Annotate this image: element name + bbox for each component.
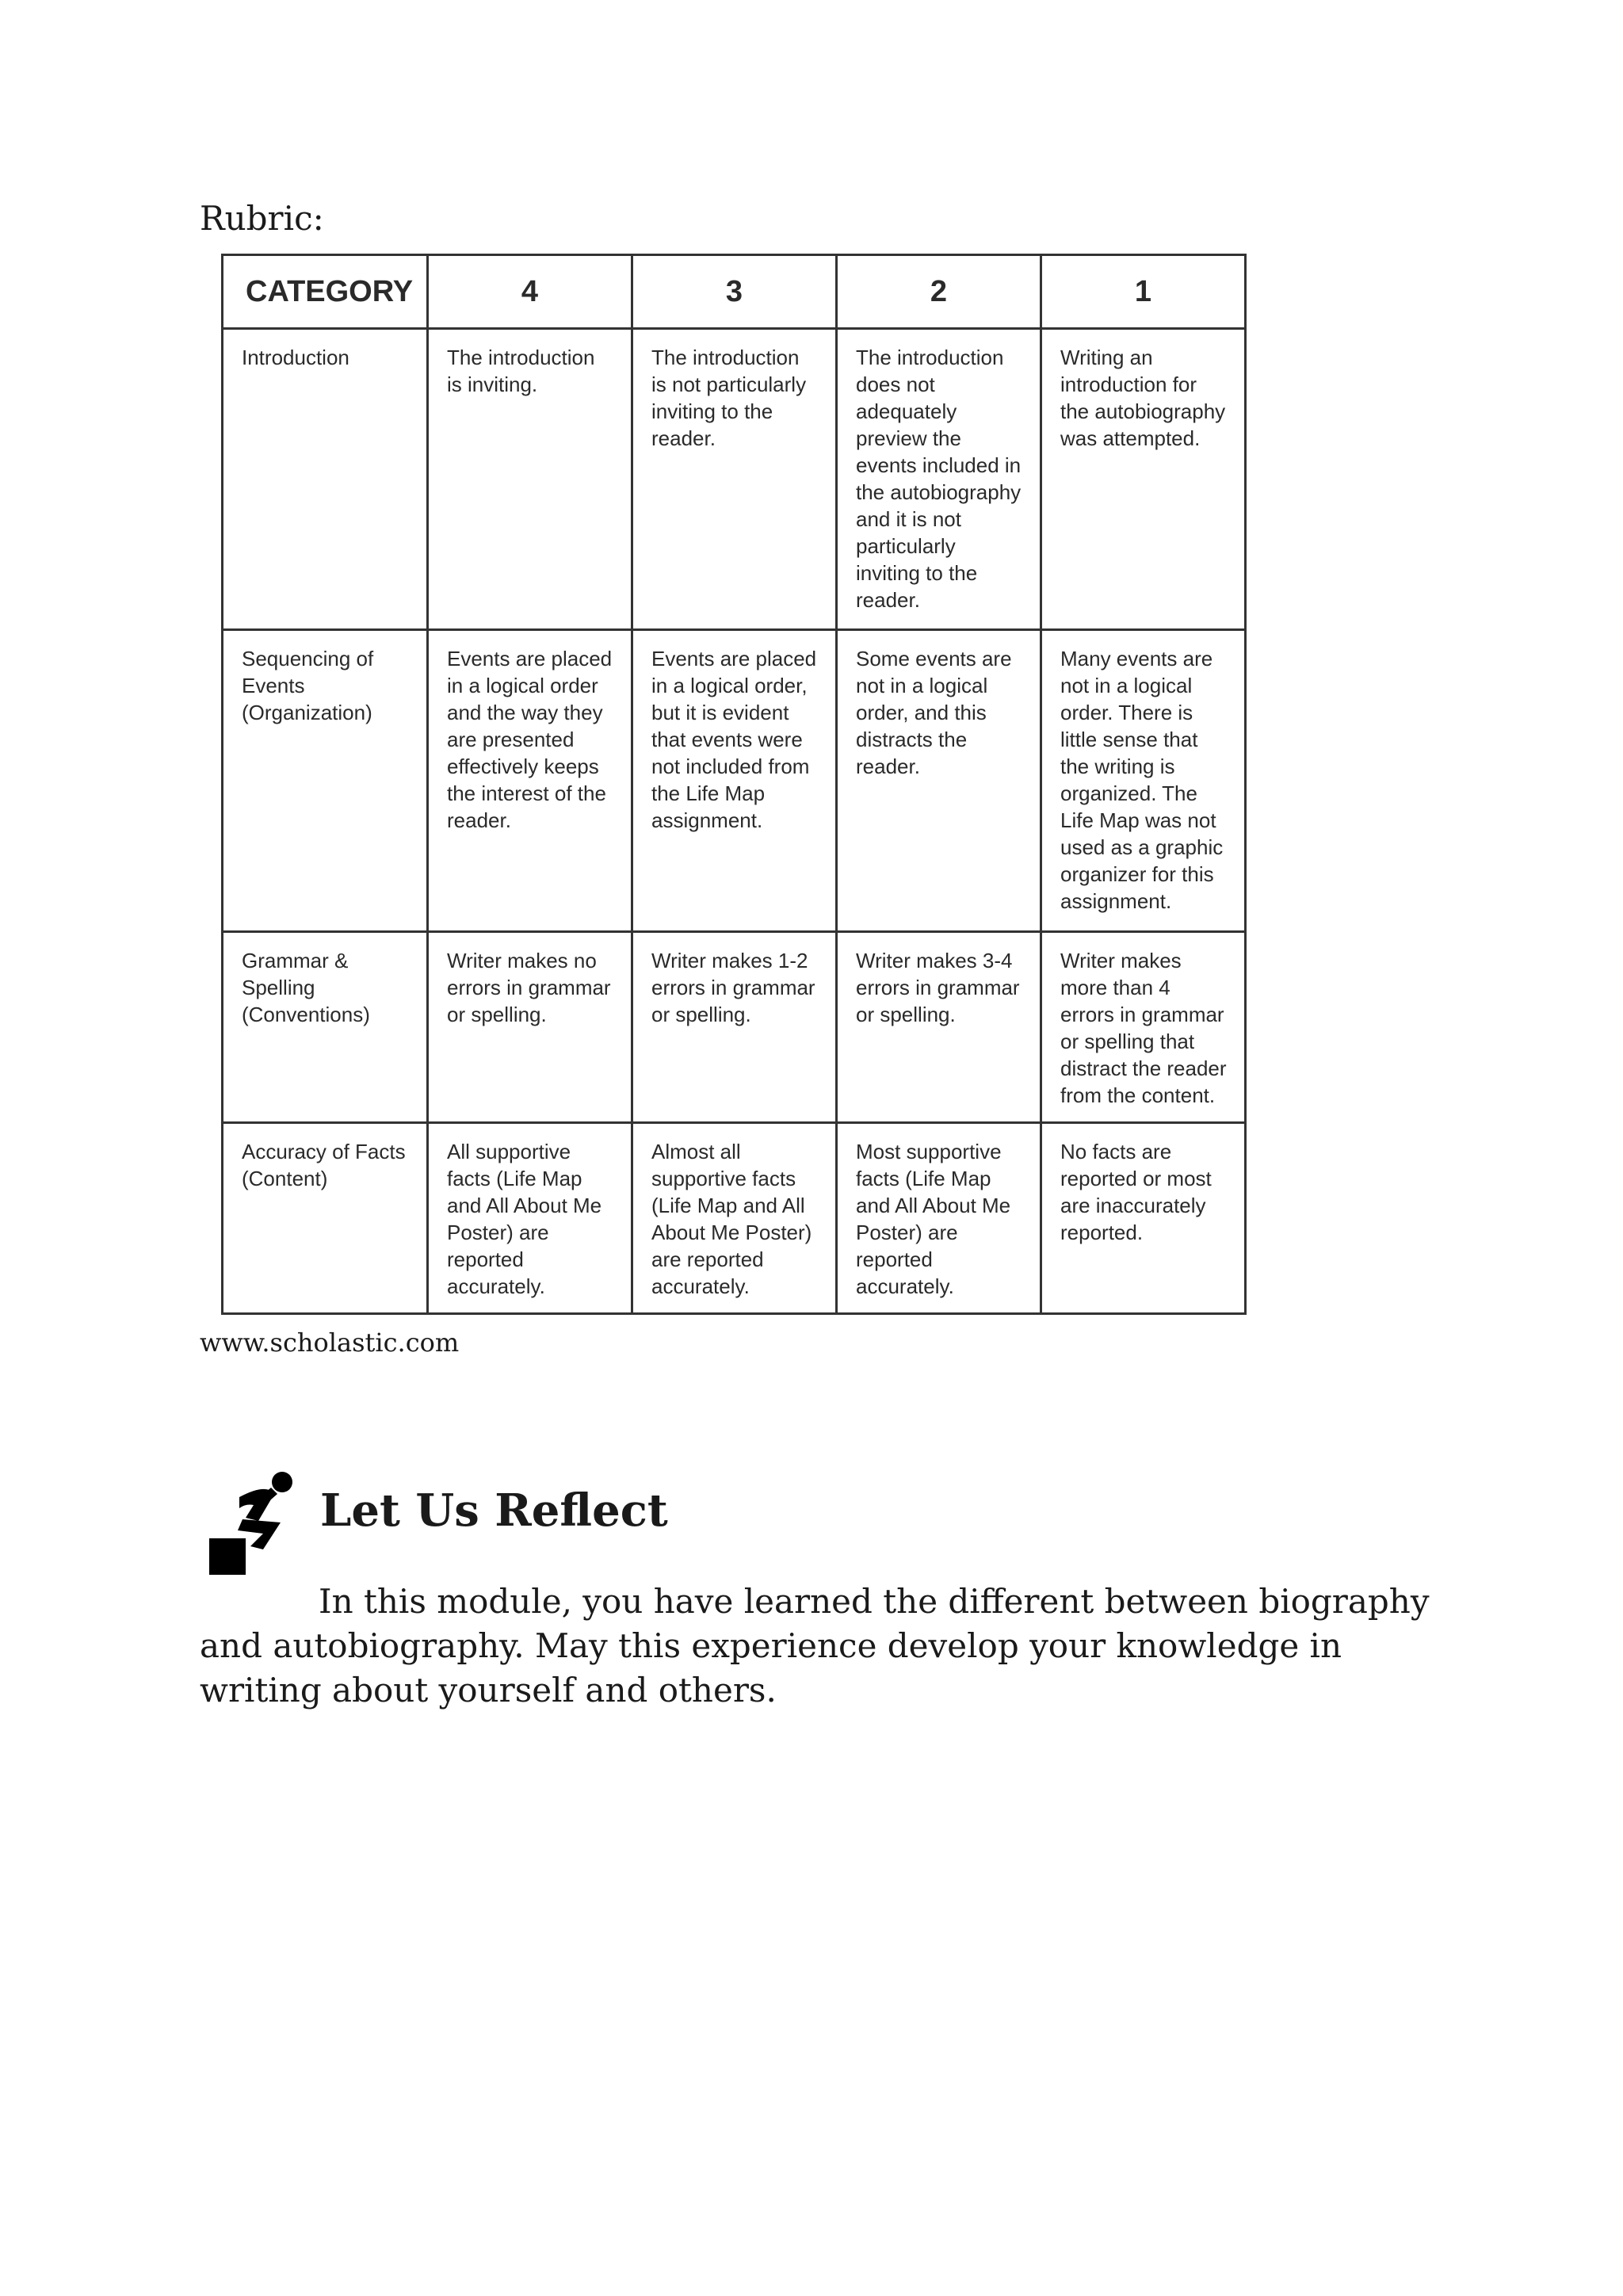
score-2-cell: Writer makes 3-4 errors in grammar or spelling. — [837, 931, 1041, 1122]
thinking-person-icon — [208, 1470, 296, 1578]
reflect-paragraph-text: In this module, you have learned the different between biography and autobiography. May this experience develop your knowledge in writing about yourself and others. — [200, 1582, 1430, 1710]
header-score-1: 1 — [1041, 255, 1246, 329]
score-2-cell: The introduction does not adequately preview the events included in the autobiography and it is not particularly inviting to the reader. — [837, 329, 1041, 630]
header-score-2: 2 — [837, 255, 1041, 329]
rubric-row-sequencing — [223, 630, 1246, 931]
header-score-4: 4 — [428, 255, 632, 329]
source-credit: www.scholastic.com — [200, 1328, 460, 1358]
category-cell: Introduction — [223, 329, 428, 630]
rubric-row-grammar — [223, 931, 1246, 1122]
score-4-cell: Writer makes no errors in grammar or spelling. — [428, 931, 632, 1122]
header-score-3: 3 — [632, 255, 837, 329]
score-3-cell: Events are placed in a logical order, but it is evident that events were not included from the Life Map assignment. — [632, 630, 837, 931]
rubric-heading: Rubric: — [200, 199, 324, 238]
rubric-table — [221, 254, 1247, 1315]
score-4-cell: All supportive facts (Life Map and All About Me Poster) are reported accurately. — [428, 1122, 632, 1313]
score-4-cell: The introduction is inviting. — [428, 329, 632, 630]
score-3-cell: Almost all supportive facts (Life Map and All About Me Poster) are reported accurately. — [632, 1122, 837, 1313]
header-category: CATEGORY — [223, 255, 428, 329]
category-cell: Accuracy of Facts (Content) — [223, 1122, 428, 1313]
score-1-cell: Writing an introduction for the autobiography was attempted. — [1041, 329, 1246, 630]
score-1-cell: Writer makes more than 4 errors in grammar or spelling that distract the reader from the content. — [1041, 931, 1246, 1122]
reflect-title: Let Us Reflect — [320, 1484, 668, 1537]
category-cell: Grammar & Spelling (Conventions) — [223, 931, 428, 1122]
rubric-row-accuracy — [223, 1122, 1246, 1313]
score-3-cell: The introduction is not particularly inviting to the reader. — [632, 329, 837, 630]
score-4-cell: Events are placed in a logical order and the way they are presented effectively keeps the interest of the reader. — [428, 630, 632, 931]
score-2-cell: Some events are not in a logical order, and this distracts the reader. — [837, 630, 1041, 931]
rubric-header-row — [223, 255, 1246, 329]
score-3-cell: Writer makes 1-2 errors in grammar or spelling. — [632, 931, 837, 1122]
rubric-row-introduction — [223, 329, 1246, 630]
score-2-cell: Most supportive facts (Life Map and All About Me Poster) are reported accurately. — [837, 1122, 1041, 1313]
reflect-paragraph — [200, 1580, 1442, 1713]
score-1-cell: No facts are reported or most are inaccurately reported. — [1041, 1122, 1246, 1313]
category-cell: Sequencing of Events (Organization) — [223, 630, 428, 931]
score-1-cell: Many events are not in a logical order. There is little sense that the writing is organized. The Life Map was not used as a graphic organizer for this assignment. — [1041, 630, 1246, 931]
